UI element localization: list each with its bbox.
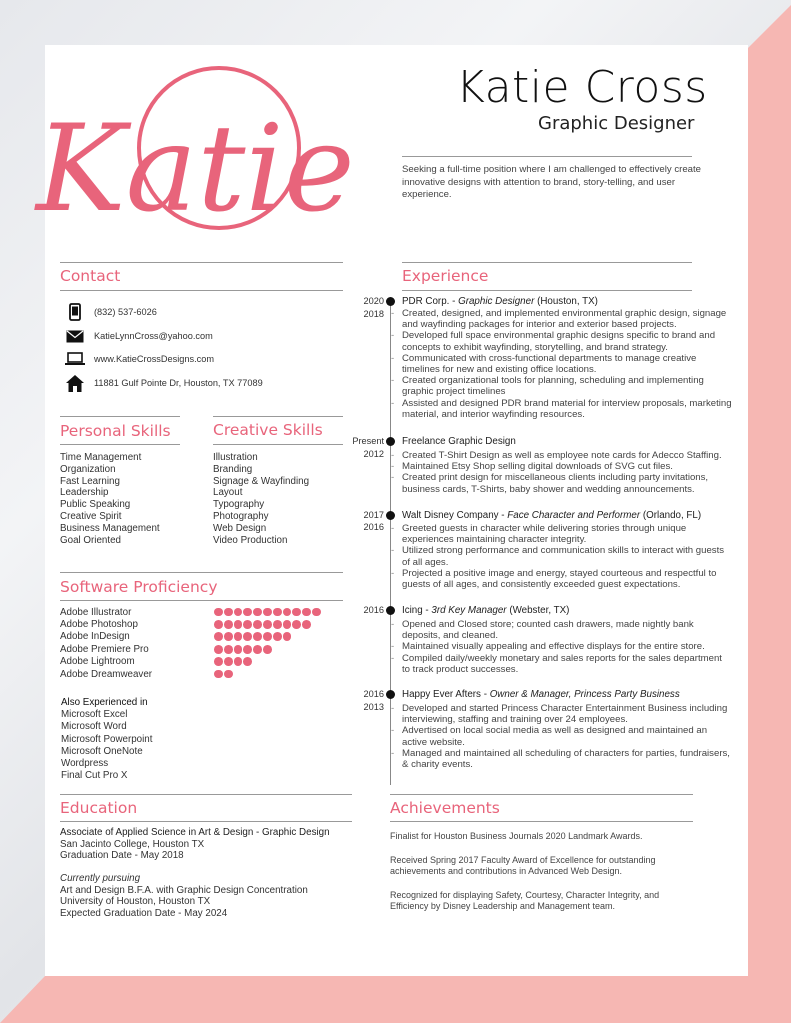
timeline-dot	[386, 690, 395, 699]
proficiency-dot	[283, 608, 292, 617]
proficiency-dot	[214, 632, 223, 641]
software-name: Adobe Photoshop	[60, 618, 138, 630]
proficiency-dot	[263, 608, 272, 617]
education-heading: Education	[60, 799, 138, 817]
pursuing-label: Currently pursuing	[60, 873, 141, 884]
job-bullets	[402, 450, 732, 495]
job-start-year: Present	[352, 436, 384, 446]
divider	[60, 290, 343, 291]
job-end-year: 2016	[363, 522, 384, 532]
job-title-line: Happy Ever Afters - Owner & Manager, Princess Party Business	[402, 689, 680, 700]
list-item: Leadership	[60, 487, 109, 499]
proficiency-dot	[214, 620, 223, 629]
list-item: Web Design	[213, 522, 267, 534]
software-row	[60, 618, 311, 630]
job-end-year: 2012	[363, 449, 384, 459]
job-company: PDR Corp.	[402, 296, 450, 307]
list-item: Typography	[213, 499, 265, 511]
job-role: Graphic Designer	[458, 296, 535, 307]
proficiency-dot	[312, 608, 321, 617]
contact-email[interactable]	[64, 327, 213, 345]
proficiency-dot	[214, 670, 223, 679]
proficiency-dot	[224, 620, 233, 629]
software-row	[60, 643, 272, 655]
job-bullets	[402, 523, 732, 590]
divider	[60, 821, 352, 822]
list-item: Wordpress	[61, 758, 109, 770]
job-role: Face Character and Performer	[507, 510, 641, 521]
list-item: - Opened and Closed store; counted cash drawers, made nightly bank deposits, and cleaned.	[402, 619, 732, 641]
list-item: Final Cut Pro X	[61, 770, 128, 782]
proficiency-dots	[214, 670, 233, 679]
phone-icon	[64, 303, 86, 321]
proficiency-dot	[234, 657, 243, 666]
achievement-item: Recognized for displaying Safety, Courtesy, Character Integrity, and Efficiency by Disney Leadership and Management team.	[390, 890, 660, 912]
list-item: - Projected a positive image and energy, stayed courteous and respectful to guests of all ages, and consistently exceeded guest expectations.	[402, 568, 732, 590]
list-item: - Utilized strong performance and communication skills to interact with guests of all ages.	[402, 545, 732, 567]
list-item: Public Speaking	[60, 499, 131, 511]
timeline-dot	[386, 437, 395, 446]
proficiency-dot	[243, 620, 252, 629]
contact-address	[64, 374, 263, 392]
job-location: (Orlando, FL)	[642, 510, 702, 521]
list-item: Microsoft Word	[61, 721, 127, 733]
proficiency-dots	[214, 645, 272, 654]
phone-text: (832) 537-6026	[94, 307, 157, 317]
proficiency-dots	[214, 657, 252, 666]
envelope-icon	[64, 327, 86, 345]
proficiency-dot	[243, 632, 252, 641]
personal-skills-heading: Personal Skills	[60, 422, 171, 440]
proficiency-dot	[214, 657, 223, 666]
proficiency-dot	[302, 608, 311, 617]
list-item: - Developed full space environmental graphic designs specific to brand and concepts to exhibit wayfinding, storytelling, and brand strategy.	[402, 330, 732, 352]
job-title-line: Icing - 3rd Key Manager (Webster, TX)	[402, 605, 570, 616]
proficiency-dot	[243, 645, 252, 654]
divider	[60, 794, 352, 795]
job-title-line: Walt Disney Company - Face Character and Performer (Orlando, FL)	[402, 510, 702, 521]
proficiency-dot	[224, 657, 233, 666]
objective-text: Seeking a full-time position where I am challenged to effectively create innovative designs with attention to brand, story-telling, and user experience.	[402, 164, 701, 200]
list-item: - Created print design for miscellaneous clients including party invitations, business cards, T-Shirts, baby shower and wedding announcements.	[402, 472, 732, 494]
candidate-name: Katie Cross	[456, 62, 708, 113]
list-item: Branding	[213, 463, 253, 475]
job-bullets	[402, 619, 732, 675]
degree-school: San Jacinto College, Houston TX	[60, 838, 205, 850]
contact-phone[interactable]	[64, 303, 157, 321]
list-item: Photography	[213, 510, 269, 522]
divider	[213, 416, 343, 417]
degree-date: Expected Graduation Date - May 2024	[60, 908, 228, 920]
proficiency-dot	[234, 608, 243, 617]
job-start-year: 2017	[363, 510, 384, 520]
list-item: - Developed and started Princess Character Entertainment Business including interviewing, staffing and training over 24 employees.	[402, 703, 732, 725]
list-item: - Created T-Shirt Design as well as employee note cards for Adecco Staffing.	[402, 450, 732, 461]
job-role: 3rd Key Manager	[431, 605, 507, 616]
achievement-item: Finalist for Houston Business Journals 2020 Landmark Awards.	[390, 831, 643, 841]
degree-title: Art and Design B.F.A. with Graphic Design Concentration	[60, 884, 308, 896]
address-text: 11881 Gulf Pointe Dr, Houston, TX 77089	[94, 378, 263, 388]
proficiency-dot	[243, 657, 252, 666]
divider	[402, 156, 692, 157]
timeline-dot	[386, 297, 395, 306]
list-item: - Compiled daily/weekly monetary and sales reports for the sales department to track product successes.	[402, 653, 732, 675]
proficiency-dot	[263, 645, 272, 654]
proficiency-dot	[224, 670, 233, 679]
list-item: Signage & Wayfinding	[213, 475, 310, 487]
list-item: Organization	[60, 463, 116, 475]
list-item: - Created organizational tools for planning, scheduling and implementing graphic project timelines	[402, 375, 732, 397]
proficiency-dots	[214, 608, 321, 617]
list-item: Microsoft Powerpoint	[61, 733, 153, 745]
proficiency-dot	[243, 608, 252, 617]
timeline-dot	[386, 606, 395, 615]
software-name: Adobe InDesign	[60, 631, 130, 643]
job-company: Freelance Graphic Design	[402, 436, 516, 447]
candidate-title: Graphic Designer	[538, 113, 695, 134]
creative-skills-list	[213, 452, 309, 546]
laptop-icon	[64, 350, 86, 368]
logo-text: Katie	[36, 100, 355, 239]
software-row	[60, 668, 233, 680]
software-row	[60, 606, 321, 618]
software-name: Adobe Lightroom	[60, 656, 135, 668]
proficiency-dot	[283, 632, 292, 641]
list-item: Layout	[213, 487, 243, 499]
divider	[60, 444, 180, 445]
proficiency-dot	[214, 608, 223, 617]
divider	[213, 444, 343, 445]
house-icon	[64, 374, 86, 392]
job-company: Happy Ever Afters	[402, 689, 481, 700]
also-experienced	[61, 697, 152, 782]
achievement-item: Received Spring 2017 Faculty Award of Excellence for outstanding achievements and contributions in Advanced Web Design.	[390, 855, 656, 877]
list-item: Creative Spirit	[60, 510, 122, 522]
proficiency-dot	[253, 645, 262, 654]
job-bullets	[402, 308, 732, 420]
divider	[402, 262, 692, 263]
software-name: Adobe Premiere Pro	[60, 643, 149, 655]
proficiency-dot	[263, 632, 272, 641]
website-text: www.KatieCrossDesigns.com	[94, 354, 214, 364]
job-company: Icing	[402, 605, 423, 616]
list-item: Time Management	[60, 452, 142, 463]
job-start-year: 2016	[363, 605, 384, 615]
software-heading: Software Proficiency	[60, 578, 218, 596]
job-title-line	[402, 436, 516, 447]
proficiency-dot	[224, 645, 233, 654]
proficiency-dot	[214, 645, 223, 654]
list-item: Video Production	[213, 534, 288, 546]
proficiency-dot	[273, 608, 282, 617]
email-text: KatieLynnCross@yahoo.com	[94, 331, 213, 341]
divider	[60, 600, 343, 601]
list-item: Microsoft Excel	[61, 709, 128, 721]
degree-date: Graduation Date - May 2018	[60, 850, 184, 862]
divider	[390, 794, 693, 795]
degree-school: University of Houston, Houston TX	[60, 896, 211, 908]
proficiency-dot	[234, 620, 243, 629]
contact-heading: Contact	[60, 267, 121, 285]
proficiency-dot	[302, 620, 311, 629]
list-item: - Maintained Etsy Shop selling digital downloads of SVG cut files.	[402, 461, 732, 472]
proficiency-dot	[224, 632, 233, 641]
proficiency-dot	[234, 632, 243, 641]
proficiency-dot	[253, 620, 262, 629]
timeline-dot	[386, 511, 395, 520]
software-row	[60, 656, 252, 668]
list-item: - Created, designed, and implemented environmental graphic design, signage and wayfinding packages for interior and exterior based projects.	[402, 308, 732, 330]
achievements-heading: Achievements	[390, 799, 500, 817]
list-item: - Greeted guests in character while delivering stories through unique experiences maintaining character integrity.	[402, 523, 732, 545]
list-item: - Advertised on local social media as well as designed and maintained an active website.	[402, 725, 732, 747]
divider	[60, 262, 343, 263]
job-end-year: 2018	[363, 309, 384, 319]
katie-logo	[30, 60, 355, 239]
job-start-year: 2016	[363, 689, 384, 699]
list-item: - Communicated with cross-functional departments to manage creative timelines for new and existing office locations.	[402, 353, 732, 375]
divider	[390, 821, 693, 822]
proficiency-dot	[273, 632, 282, 641]
job-location: (Webster, TX)	[509, 605, 570, 616]
list-item: - Maintained visually appealing and effective displays for the entire store.	[402, 641, 732, 652]
proficiency-dots	[214, 632, 291, 641]
list-item: - Managed and maintained all scheduling of characters for parties, fundraisers, & charity events.	[402, 748, 732, 770]
personal-skills-list	[60, 452, 160, 546]
job-company: Walt Disney Company	[402, 510, 499, 521]
divider	[60, 416, 180, 417]
list-item: Illustration	[213, 452, 258, 463]
software-row	[60, 631, 291, 643]
proficiency-dot	[292, 620, 301, 629]
proficiency-dot	[292, 608, 301, 617]
software-name: Adobe Illustrator	[60, 606, 132, 618]
list-item: Goal Oriented	[60, 534, 121, 546]
creative-skills-heading: Creative Skills	[213, 421, 323, 439]
proficiency-dots	[214, 620, 311, 629]
degree-title: Associate of Applied Science in Art & Design - Graphic Design	[60, 827, 330, 838]
experience-heading: Experience	[402, 267, 489, 285]
proficiency-dot	[224, 608, 233, 617]
job-end-year: 2013	[363, 702, 384, 712]
proficiency-dot	[253, 608, 262, 617]
proficiency-dot	[234, 645, 243, 654]
divider	[60, 572, 343, 573]
education-pursuing	[60, 873, 360, 920]
proficiency-dot	[263, 620, 272, 629]
divider	[402, 290, 692, 291]
list-item: - Assisted and designed PDR brand material for interview proposals, marketing material, and interior wayfinding resources.	[402, 398, 732, 420]
software-name: Adobe Dreamweaver	[60, 668, 153, 680]
contact-website[interactable]	[64, 350, 214, 368]
list-item: Fast Learning	[60, 475, 120, 487]
also-experienced-heading: Also Experienced in	[61, 697, 148, 708]
proficiency-dot	[283, 620, 292, 629]
job-role: Owner & Manager, Princess Party Business	[489, 689, 680, 700]
proficiency-dot	[273, 620, 282, 629]
list-item: Microsoft OneNote	[61, 745, 143, 757]
job-start-year: 2020	[363, 296, 384, 306]
list-item: Business Management	[60, 522, 160, 534]
job-title-line: PDR Corp. - Graphic Designer (Houston, TX)	[402, 296, 598, 307]
job-location: (Houston, TX)	[537, 296, 598, 307]
job-bullets	[402, 703, 732, 770]
education-degree	[60, 827, 360, 862]
proficiency-dot	[253, 632, 262, 641]
